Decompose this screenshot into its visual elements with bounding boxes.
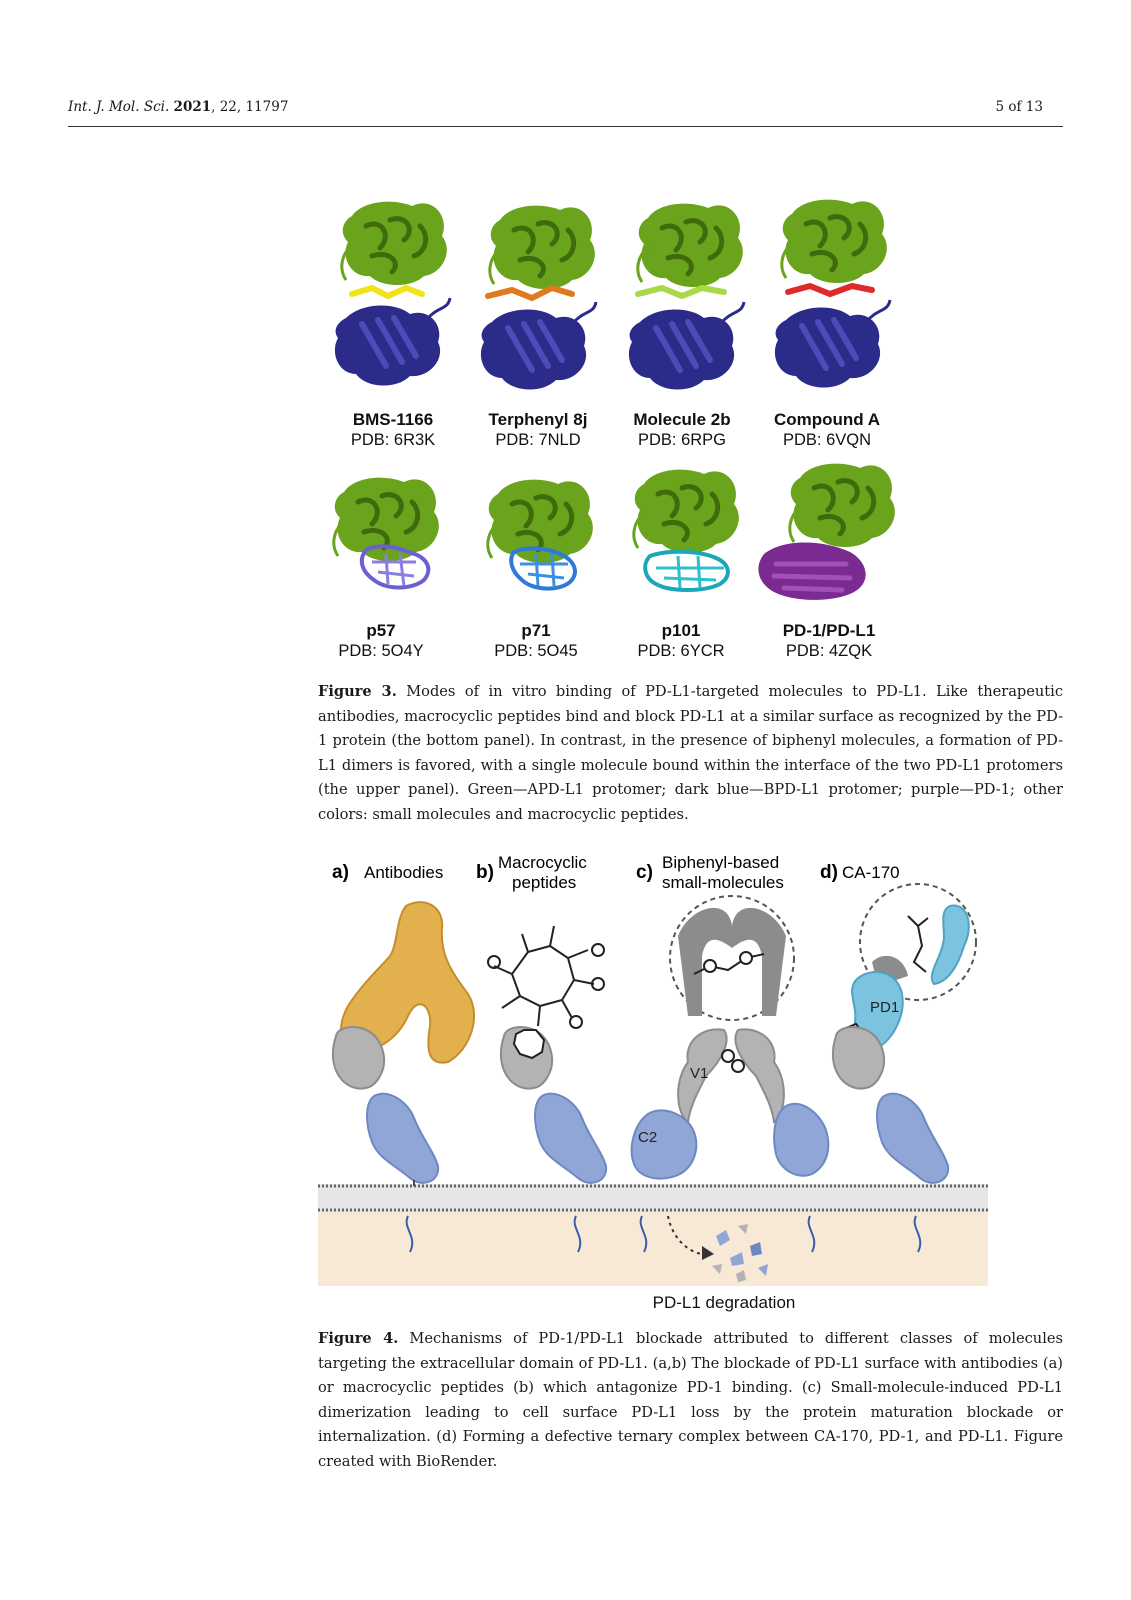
structure-p57	[316, 472, 456, 612]
panel-b-macrocyclic-peptide	[488, 926, 604, 1028]
panel-c-zoom-circle	[670, 896, 794, 1020]
panel-d-letter: d)	[820, 862, 838, 883]
figure-4-caption-text: Mechanisms of PD-1/PD-L1 blockade attributed to different classes of molecules targeting the extracellular domain of PD-L1. (a,b) The blockade of PD-L1 surface with antibodies (a) or macrocyclic peptides (b) which antagonize PD-1 binding. (c) Small-molecule-induced PD-L1 dimerization leading to cell surface PD-L1 loss by the protein maturation blockade or internalization. (d) Forming a defective ternary complex between CA-170, PD-1, and PD-L1. Figure created with BioRender.	[318, 1330, 1063, 1470]
structure-terphenyl-8j	[468, 196, 608, 396]
figure-3-caption-text: Modes of in vitro binding of PD-L1-targeted molecules to PD-L1. Like therapeutic antibodies, macrocyclic peptides bind and block PD-L1 at a similar surface as recognized by the PD-1 protein (the bottom panel). In contrast, in the presence of biphenyl molecules, a formation of PD-L1 dimers is favored, with a single molecule bound within the interface of the two PD-L1 protomers (the upper panel). Green—APD-L1 protomer; dark blue—BPD-L1 protomer; purple—PD-1; other colors: small molecules and macrocyclic peptides.	[318, 683, 1063, 823]
pd1-label: PD1	[870, 999, 900, 1016]
page-number: 5 of 13	[995, 99, 1043, 115]
structure-p101	[612, 460, 752, 612]
panel-b-title-line1: Macrocyclic	[498, 853, 587, 872]
panel-label-p71: p71 PDB: 5O45	[494, 621, 578, 660]
journal-year: 2021	[173, 99, 212, 115]
structure-bms-1166	[322, 196, 462, 396]
panel-label-terphenyl-8j: Terphenyl 8j PDB: 7NLD	[488, 410, 588, 449]
panel-c-letter: c)	[636, 862, 653, 883]
v1-label: V1	[690, 1065, 709, 1082]
structure-pd1-pd-l1	[754, 460, 904, 612]
c2-label: C2	[638, 1129, 658, 1146]
cell-membrane	[318, 1184, 988, 1212]
pd-l1-degradation-label: PD-L1 degradation	[652, 1293, 796, 1312]
header-rule	[68, 126, 1063, 127]
structure-compound-a	[760, 184, 900, 396]
panel-label-pd1-pd-l1: PD-1/PD-L1 PDB: 4ZQK	[782, 621, 876, 660]
panel-label-p57: p57 PDB: 5O4Y	[338, 621, 424, 660]
journal-volume: , 22, 11797	[211, 99, 289, 115]
panel-a-title: Antibodies	[364, 863, 444, 882]
panel-b-title-line2: peptides	[512, 873, 577, 892]
panel-label-p101: p101 PDB: 6YCR	[637, 621, 725, 660]
panel-label-compound-a: Compound A PDB: 6VQN	[773, 410, 881, 449]
panel-b-letter: b)	[476, 862, 494, 883]
journal-name: Int. J. Mol. Sci.	[68, 99, 170, 115]
panel-label-molecule-2b: Molecule 2b PDB: 6RPG	[633, 410, 731, 449]
panel-a-letter: a)	[332, 862, 349, 883]
running-header	[68, 99, 288, 115]
panel-c-title-line1: Biphenyl-based	[662, 853, 780, 872]
panel-d-title: CA-170	[842, 863, 900, 882]
figure-3-caption	[318, 680, 1063, 828]
structure-molecule-2b	[614, 196, 754, 396]
figure-4-caption-label: Figure 4.	[318, 1330, 399, 1347]
figure-4	[318, 853, 988, 1316]
figure-3-caption-label: Figure 3.	[318, 683, 397, 700]
panel-c-title-line2: small-molecules	[662, 873, 784, 892]
cytoplasm-region	[318, 1206, 988, 1286]
structure-p71	[466, 472, 606, 612]
panel-label-bms-1166: BMS-1166 PDB: 6R3K	[350, 410, 436, 449]
figure-4-caption	[318, 1327, 1063, 1475]
figure-4-illustration	[318, 853, 988, 1316]
